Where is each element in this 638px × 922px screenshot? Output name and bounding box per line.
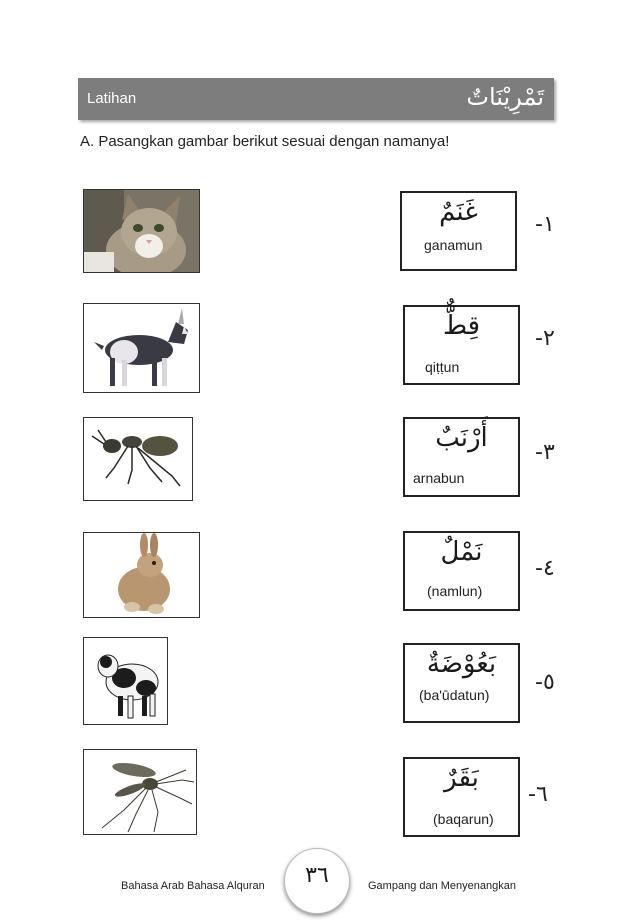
footer-book-title: Bahasa Arab Bahasa Alquran — [121, 880, 265, 892]
ant-image[interactable] — [83, 417, 193, 501]
word-card-4[interactable] — [403, 531, 520, 611]
cow-photo — [84, 638, 167, 724]
item-number: ١- — [535, 212, 555, 237]
section-header — [78, 78, 554, 120]
word-card-2[interactable] — [403, 305, 520, 385]
word-latin: arnabun — [413, 470, 465, 486]
rabbit-image[interactable] — [83, 532, 200, 618]
word-arabic: أَرْنَبٌ — [435, 423, 488, 453]
word-latin: (ba'ūdatun) — [419, 687, 490, 703]
word-arabic: بَقَرٌ — [444, 763, 479, 793]
section-title-latin: Latihan — [87, 90, 137, 107]
page-number-badge — [284, 848, 350, 914]
footer-tagline: Gampang dan Menyenangkan — [368, 880, 516, 892]
goat-photo — [84, 304, 199, 392]
mosquito-photo — [84, 750, 196, 834]
word-latin: ganamun — [424, 237, 483, 253]
ant-photo — [84, 418, 192, 500]
cat-photo — [84, 190, 199, 272]
item-number: ٤- — [535, 556, 555, 581]
goat-image[interactable] — [83, 303, 200, 393]
item-number: ٥- — [535, 670, 555, 695]
item-number: ٣- — [535, 440, 555, 465]
mosquito-image[interactable] — [83, 749, 197, 835]
word-card-1[interactable] — [400, 191, 517, 271]
word-arabic: قِطٌّ — [442, 311, 481, 341]
rabbit-photo — [84, 533, 199, 617]
item-number: ٢- — [535, 326, 555, 351]
word-latin: qiṭṭun — [425, 359, 460, 375]
word-latin: (baqarun) — [433, 811, 494, 827]
word-latin: (namlun) — [427, 583, 483, 599]
word-card-5[interactable] — [403, 643, 520, 723]
page-number: ٣٦ — [305, 863, 329, 888]
cat-image[interactable] — [83, 189, 200, 273]
word-card-6[interactable] — [403, 757, 520, 837]
word-arabic: غَنَمٌ — [439, 197, 478, 227]
section-title-arabic: تَمْرِيْنَاتٌ — [466, 83, 544, 111]
item-number: ٦- — [528, 782, 548, 807]
word-arabic: نَمْلٌ — [440, 537, 483, 567]
exercise-instruction: A. Pasangkan gambar berikut sesuai dengan namanya! — [80, 133, 450, 150]
word-arabic: بَعُوْضَةٌ — [426, 649, 497, 679]
word-card-3[interactable] — [403, 417, 520, 497]
cow-image[interactable] — [83, 637, 168, 725]
